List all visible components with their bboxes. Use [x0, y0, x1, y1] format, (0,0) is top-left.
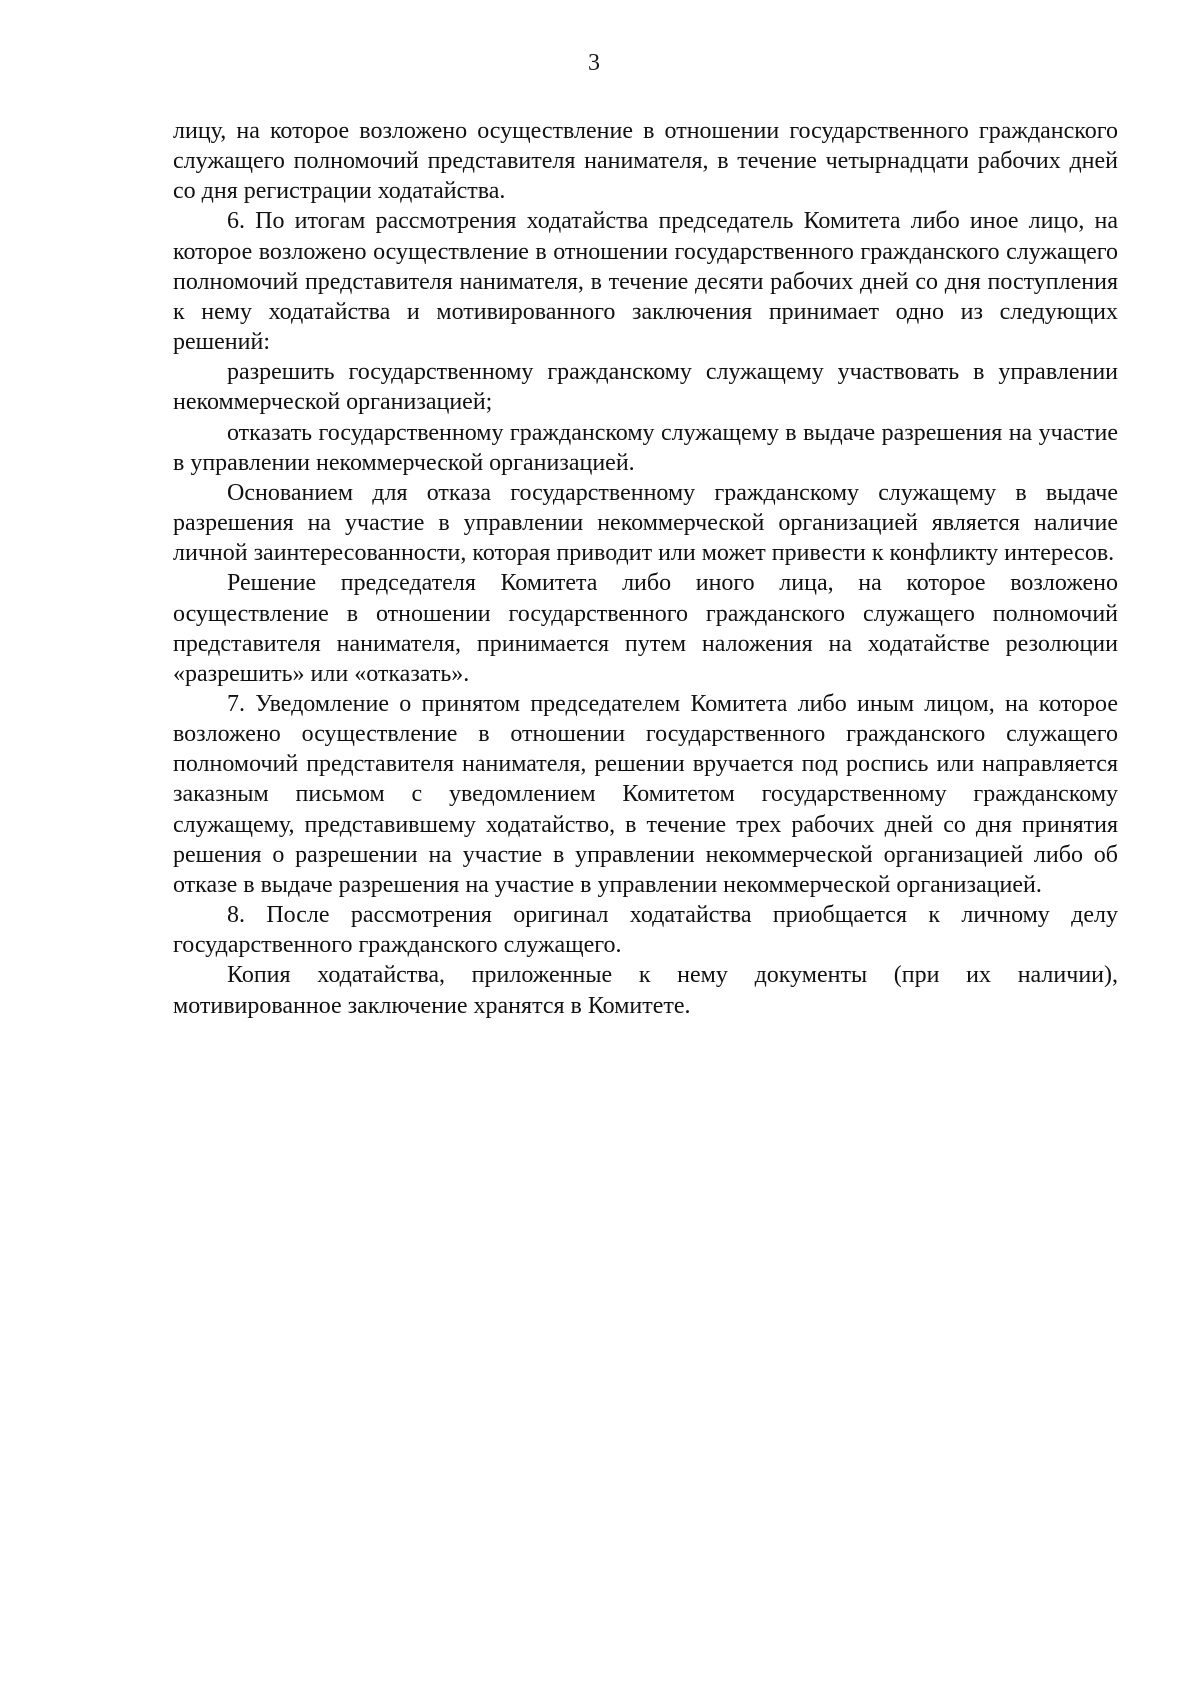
paragraph-continuation: лицу, на которое возложено осуществление в отношении государственного гражданского служащего полномочий представителя нанимателя, в течение четырнадцати рабочих дней со дня регистрации ходатайства.	[173, 118, 1118, 205]
paragraph-refusal-grounds: Основанием для отказа государственному гражданскому служащему в выдаче разрешения на участие в управлении некоммерческой организацией является наличие личной заинтересованности, которая приводит или может привести к конфликту интересов.	[173, 479, 1118, 567]
paragraph-item-8: 8. После рассмотрения оригинал ходатайства приобщается к личному делу государственного гражданского служащего.	[173, 902, 1118, 959]
paragraph-item-7: 7. Уведомление о принятом председателем Комитета либо иным лицом, на которое возложено осуществление в отношении государственного гражданского служащего полномочий представителя нанимателя, решении вручается под роспись или направляется заказным письмом с уведомлением Комитетом государственному гражданскому служащему, представившему ходатайство, в течение трех рабочих дней со дня принятия решения о разрешении на участие в управлении некоммерческой организацией либо об отказе в выдаче разрешения на участие в управлении некоммерческой организацией.	[173, 690, 1118, 898]
document-body	[173, 116, 1118, 1021]
paragraph-item-6: 6. По итогам рассмотрения ходатайства председатель Комитета либо иное лицо, на которое возложено осуществление в отношении государственного гражданского служащего полномочий представителя нанимателя, в течение десяти рабочих дней со дня поступления к нему ходатайства и мотивированного заключения принимает одно из следующих решений:	[173, 208, 1118, 356]
paragraph-decision-resolution: Решение председателя Комитета либо иного лица, на которое возложено осуществление в отношении государственного гражданского служащего полномочий представителя нанимателя, принимается путем наложения на ходатайстве резолюции «разрешить» или «отказать».	[173, 570, 1118, 687]
paragraph-option-refuse: отказать государственному гражданскому служащему в выдаче разрешения на участие в управлении некоммерческой организацией.	[173, 419, 1118, 476]
page-number: 3	[588, 50, 600, 76]
paragraph-option-permit: разрешить государственному гражданскому служащему участвовать в управлении некоммерческой организацией;	[173, 359, 1118, 416]
paragraph-copy-storage: Копия ходатайства, приложенные к нему документы (при их наличии), мотивированное заключение хранятся в Комитете.	[173, 962, 1118, 1019]
